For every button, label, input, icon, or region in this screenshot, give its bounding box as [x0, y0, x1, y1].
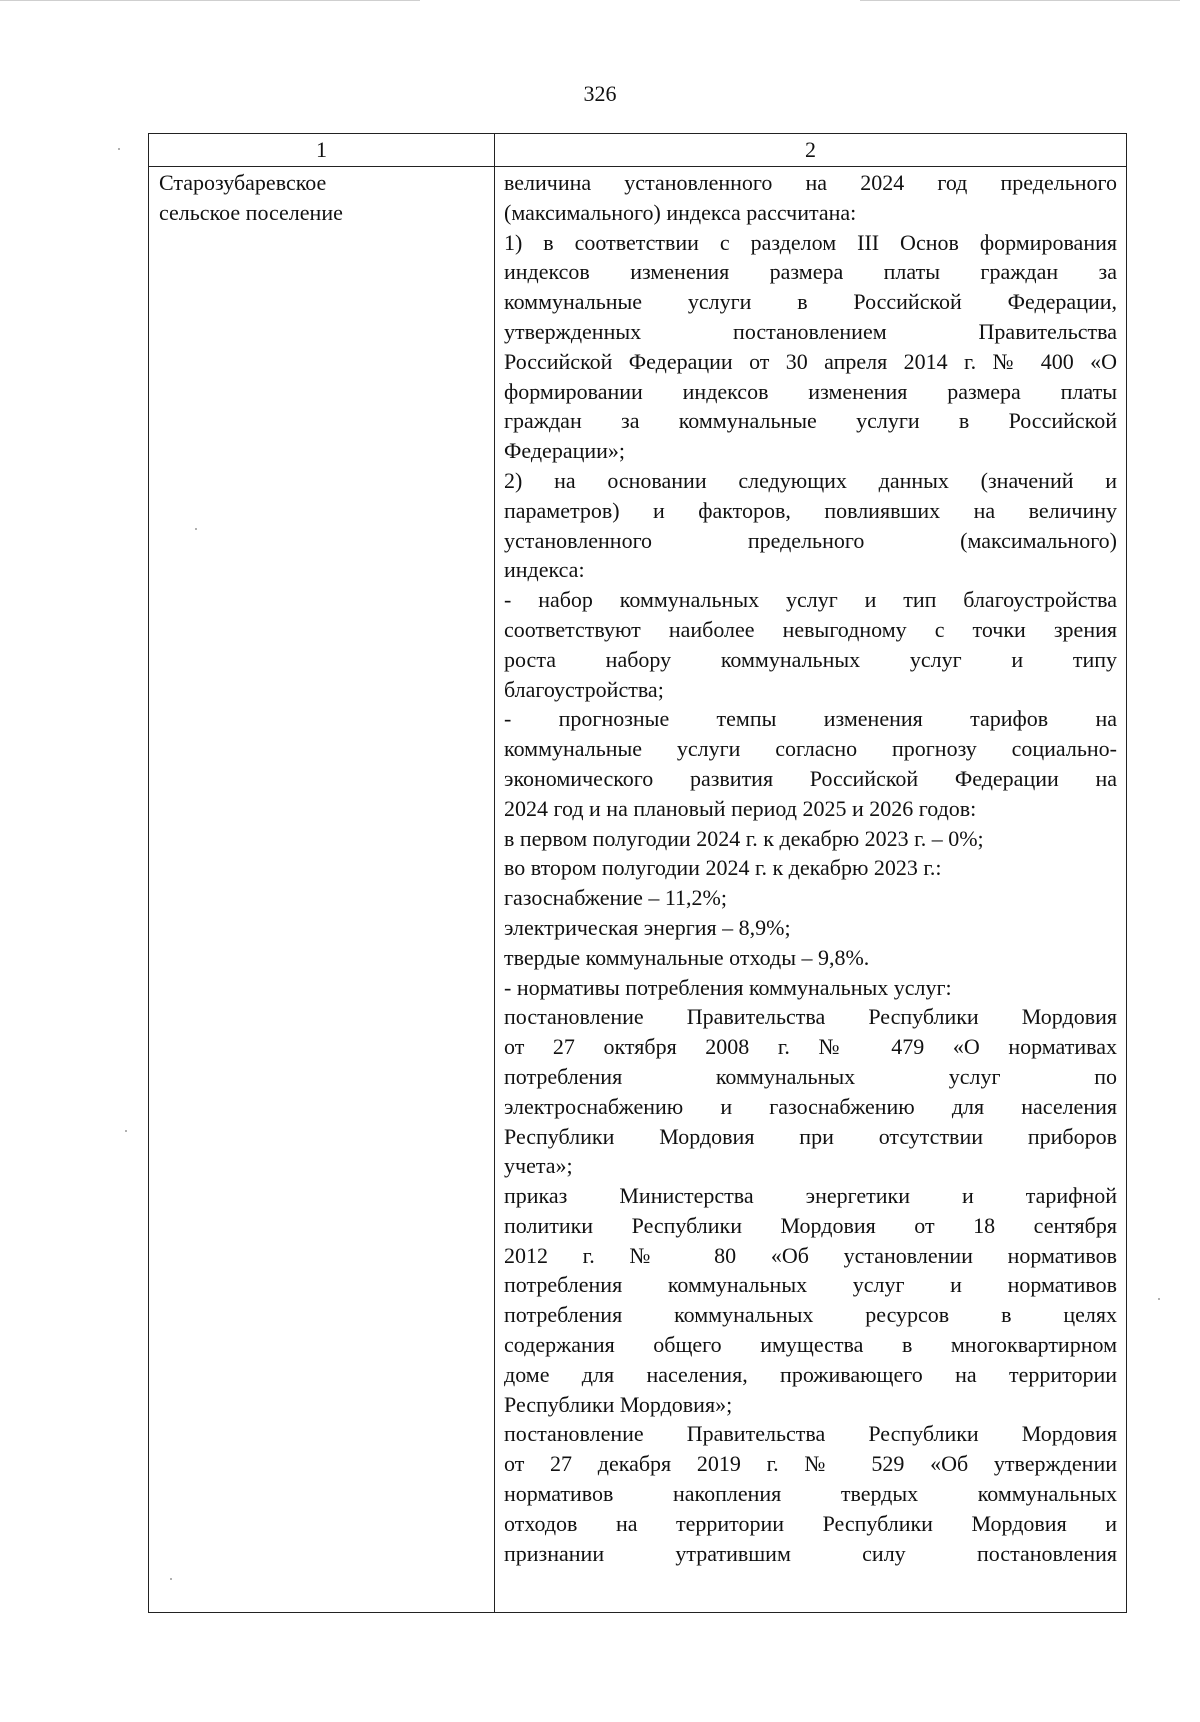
- scan-speck: [195, 528, 197, 530]
- text-line: благоустройства;: [504, 676, 664, 702]
- text-line: граждан за коммунальные услуги в Российской: [504, 408, 1117, 434]
- text-line: потребления коммунальных ресурсов в целях: [504, 1302, 1117, 1328]
- text-line: 2) на основании следующих данных (значений и: [504, 467, 1117, 493]
- index-description-cell: [504, 168, 1117, 1568]
- text-line: роста набору коммунальных услуг и типу: [504, 646, 1117, 672]
- text-line: признании утратившим силу постановления: [504, 1540, 1117, 1566]
- text-line: - набор коммунальных услуг и тип благоустройства: [504, 587, 1117, 613]
- settlement-name-line-2: сельское поселение: [159, 199, 343, 225]
- text-line: политики Республики Мордовия от 18 сентября: [504, 1212, 1117, 1238]
- text-line: учета»;: [504, 1153, 573, 1179]
- page-number: 326: [583, 81, 617, 106]
- text-line: в первом полугодии 2024 г. к декабрю 2023 г. – 0%;: [504, 825, 984, 851]
- text-line: от 27 октября 2008 г. № 479 «О нормативах: [504, 1034, 1117, 1060]
- text-line: 1) в соответствии с разделом III Основ формирования: [504, 229, 1117, 255]
- text-line: постановление Правительства Республики Мордовия: [504, 1004, 1117, 1030]
- text-line: электроснабжению и газоснабжению для населения: [504, 1093, 1117, 1119]
- scan-edge-top-left: [0, 0, 420, 1]
- text-line: - прогнозные темпы изменения тарифов на: [504, 706, 1117, 732]
- settlement-name-line-1: Старозубаревское: [159, 170, 327, 195]
- text-line: Республики Мордовия при отсутствии приборов: [504, 1123, 1117, 1149]
- column-header-1: 1: [316, 137, 327, 162]
- text-line: коммунальные услуги в Российской Федерации,: [504, 289, 1117, 315]
- text-line: во втором полугодии 2024 г. к декабрю 2023 г.:: [504, 855, 942, 881]
- text-line: коммунальные услуги согласно прогнозу социально-: [504, 736, 1117, 762]
- scan-speck: [118, 148, 120, 150]
- document-table: [148, 133, 1127, 1613]
- text-line: Федерации»;: [504, 438, 626, 464]
- table-header-row: [149, 134, 1126, 167]
- column-header-2: 2: [805, 137, 816, 162]
- text-line: Российской Федерации от 30 апреля 2014 г. № 400 «О: [504, 348, 1117, 374]
- text-line: индексов изменения размера платы граждан за: [504, 259, 1117, 285]
- text-line: - нормативы потребления коммунальных услуг:: [504, 974, 952, 1000]
- text-line: 2024 год и на плановый период 2025 и 2026 годов:: [504, 795, 977, 821]
- text-line: индекса:: [504, 557, 585, 583]
- column-divider: [494, 134, 495, 1612]
- text-line: потребления коммунальных услуг по: [504, 1063, 1117, 1089]
- text-line: приказ Министерства энергетики и тарифной: [504, 1183, 1117, 1209]
- text-line: доме для населения, проживающего на территории: [504, 1361, 1117, 1387]
- text-line: величина установленного на 2024 год предельного: [504, 170, 1117, 195]
- settlement-name-cell: [159, 168, 484, 228]
- scan-speck: [1158, 1298, 1160, 1300]
- text-line: параметров) и факторов, повлиявших на величину: [504, 497, 1117, 523]
- text-line: постановление Правительства Республики Мордовия: [504, 1421, 1117, 1447]
- text-line: отходов на территории Республики Мордовия и: [504, 1510, 1117, 1536]
- scan-speck: [125, 1130, 127, 1132]
- text-line: Республики Мордовия»;: [504, 1391, 733, 1417]
- text-line: от 27 декабря 2019 г. № 529 «Об утверждении: [504, 1451, 1117, 1477]
- text-line: формировании индексов изменения размера платы: [504, 378, 1117, 404]
- text-line: (максимального) индекса рассчитана:: [504, 199, 857, 225]
- text-line: твердые коммунальные отходы – 9,8%.: [504, 944, 870, 970]
- text-line: 2012 г. № 80 «Об установлении нормативов: [504, 1242, 1117, 1268]
- text-line: нормативов накопления твердых коммунальных: [504, 1481, 1117, 1507]
- scan-speck: [170, 1578, 172, 1580]
- text-line: утвержденных постановлением Правительства: [504, 318, 1117, 344]
- text-line: установленного предельного (максимального): [504, 527, 1117, 553]
- text-line: соответствуют наиболее невыгодному с точки зрения: [504, 616, 1117, 642]
- scan-edge-top-right: [860, 0, 1180, 1]
- text-line: потребления коммунальных услуг и нормативов: [504, 1272, 1117, 1298]
- text-line: экономического развития Российской Федерации на: [504, 765, 1117, 791]
- text-line: газоснабжение – 11,2%;: [504, 885, 727, 911]
- text-line: содержания общего имущества в многоквартирном: [504, 1332, 1117, 1358]
- text-line: электрическая энергия – 8,9%;: [504, 914, 791, 940]
